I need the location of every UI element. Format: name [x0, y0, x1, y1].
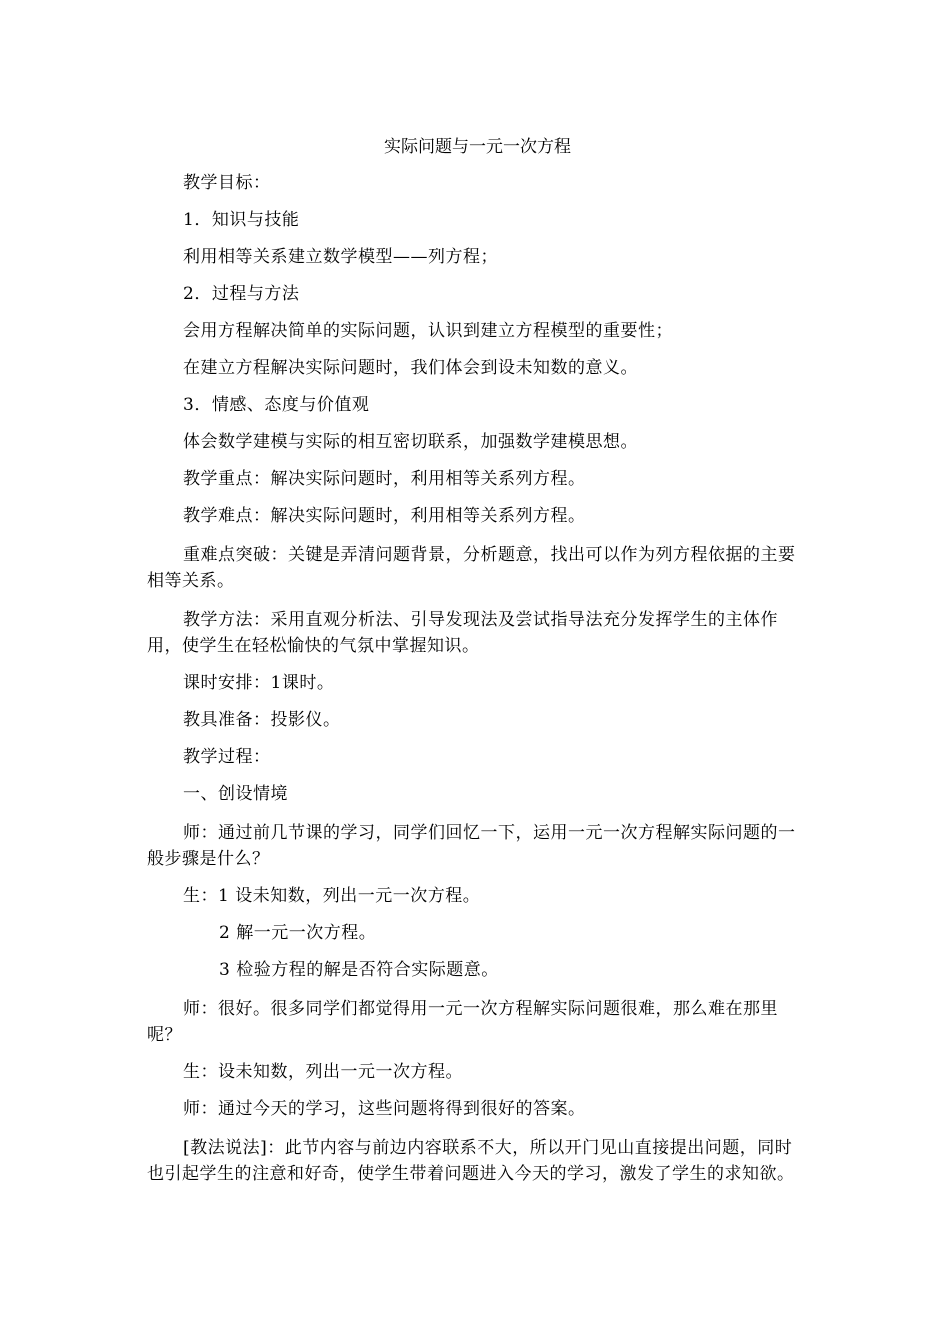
- paragraph-breakthrough: 重难点突破：关键是弄清问题背景，分析题意，找出可以作为列方程依据的主要相等关系。: [147, 545, 796, 591]
- paragraph-teacher-question: 师：通过前几节课的学习，同学们回忆一下，运用一元一次方程解实际问题的一般步骤是什么？: [147, 823, 796, 869]
- paragraph-difficult-point: 教学难点：解决实际问题时，利用相等关系列方程。: [183, 506, 586, 526]
- paragraph-teaching-aids: 教具准备：投影仪。: [183, 710, 341, 730]
- paragraph-equation-model: 利用相等关系建立数学模型——列方程；: [183, 247, 498, 267]
- paragraph-class-hours: 课时安排：1课时。: [183, 673, 335, 693]
- paragraph-key-point: 教学重点：解决实际问题时，利用相等关系列方程。: [183, 469, 586, 489]
- paragraph-student-answer: 生：设未知数，列出一元一次方程。: [183, 1062, 463, 1082]
- paragraph-unknown-meaning: 在建立方程解决实际问题时，我们体会到设未知数的意义。: [183, 358, 638, 378]
- paragraph-emotion-values: 3．情感、态度与价值观: [183, 395, 370, 415]
- paragraph-teacher-conclusion: 师：通过今天的学习，这些问题将得到很好的答案。: [183, 1099, 586, 1119]
- paragraph-student-step-3: 3 检验方程的解是否符合实际题意。: [219, 960, 499, 980]
- paragraph-teaching-note: [教法说法]：此节内容与前边内容联系不大，所以开门见山直接提出问题，同时也引起学生的注意和好奇，使学生带着问题进入今天的学习，激发了学生的求知欲。: [147, 1138, 795, 1184]
- paragraph-knowledge-skills: 1．知识与技能: [183, 210, 300, 230]
- paragraph-process-method: 2．过程与方法: [183, 284, 300, 304]
- document-page: [147, 136, 808, 1200]
- paragraph-teaching-objectives: 教学目标：: [183, 173, 271, 193]
- paragraph-teacher-difficulty: 师：很好。很多同学们都觉得用一元一次方程解实际问题很难，那么难在那里呢？: [147, 999, 778, 1045]
- paragraph-student-step-1: 生：1 设未知数，列出一元一次方程。: [183, 886, 481, 906]
- paragraph-teaching-method: 教学方法：采用直观分析法、引导发现法及尝试指导法充分发挥学生的主体作用，使学生在轻松愉快的气氛中掌握知识。: [147, 610, 778, 656]
- paragraph-create-situation: 一、创设情境: [183, 784, 288, 804]
- paragraph-solve-problems: 会用方程解决简单的实际问题，认识到建立方程模型的重要性；: [183, 321, 673, 341]
- paragraph-modeling-thinking: 体会数学建模与实际的相互密切联系，加强数学建模思想。: [183, 432, 638, 452]
- paragraph-teaching-process: 教学过程：: [183, 747, 271, 767]
- document-title: 实际问题与一元一次方程: [384, 137, 571, 157]
- paragraph-student-step-2: 2 解一元一次方程。: [219, 923, 377, 943]
